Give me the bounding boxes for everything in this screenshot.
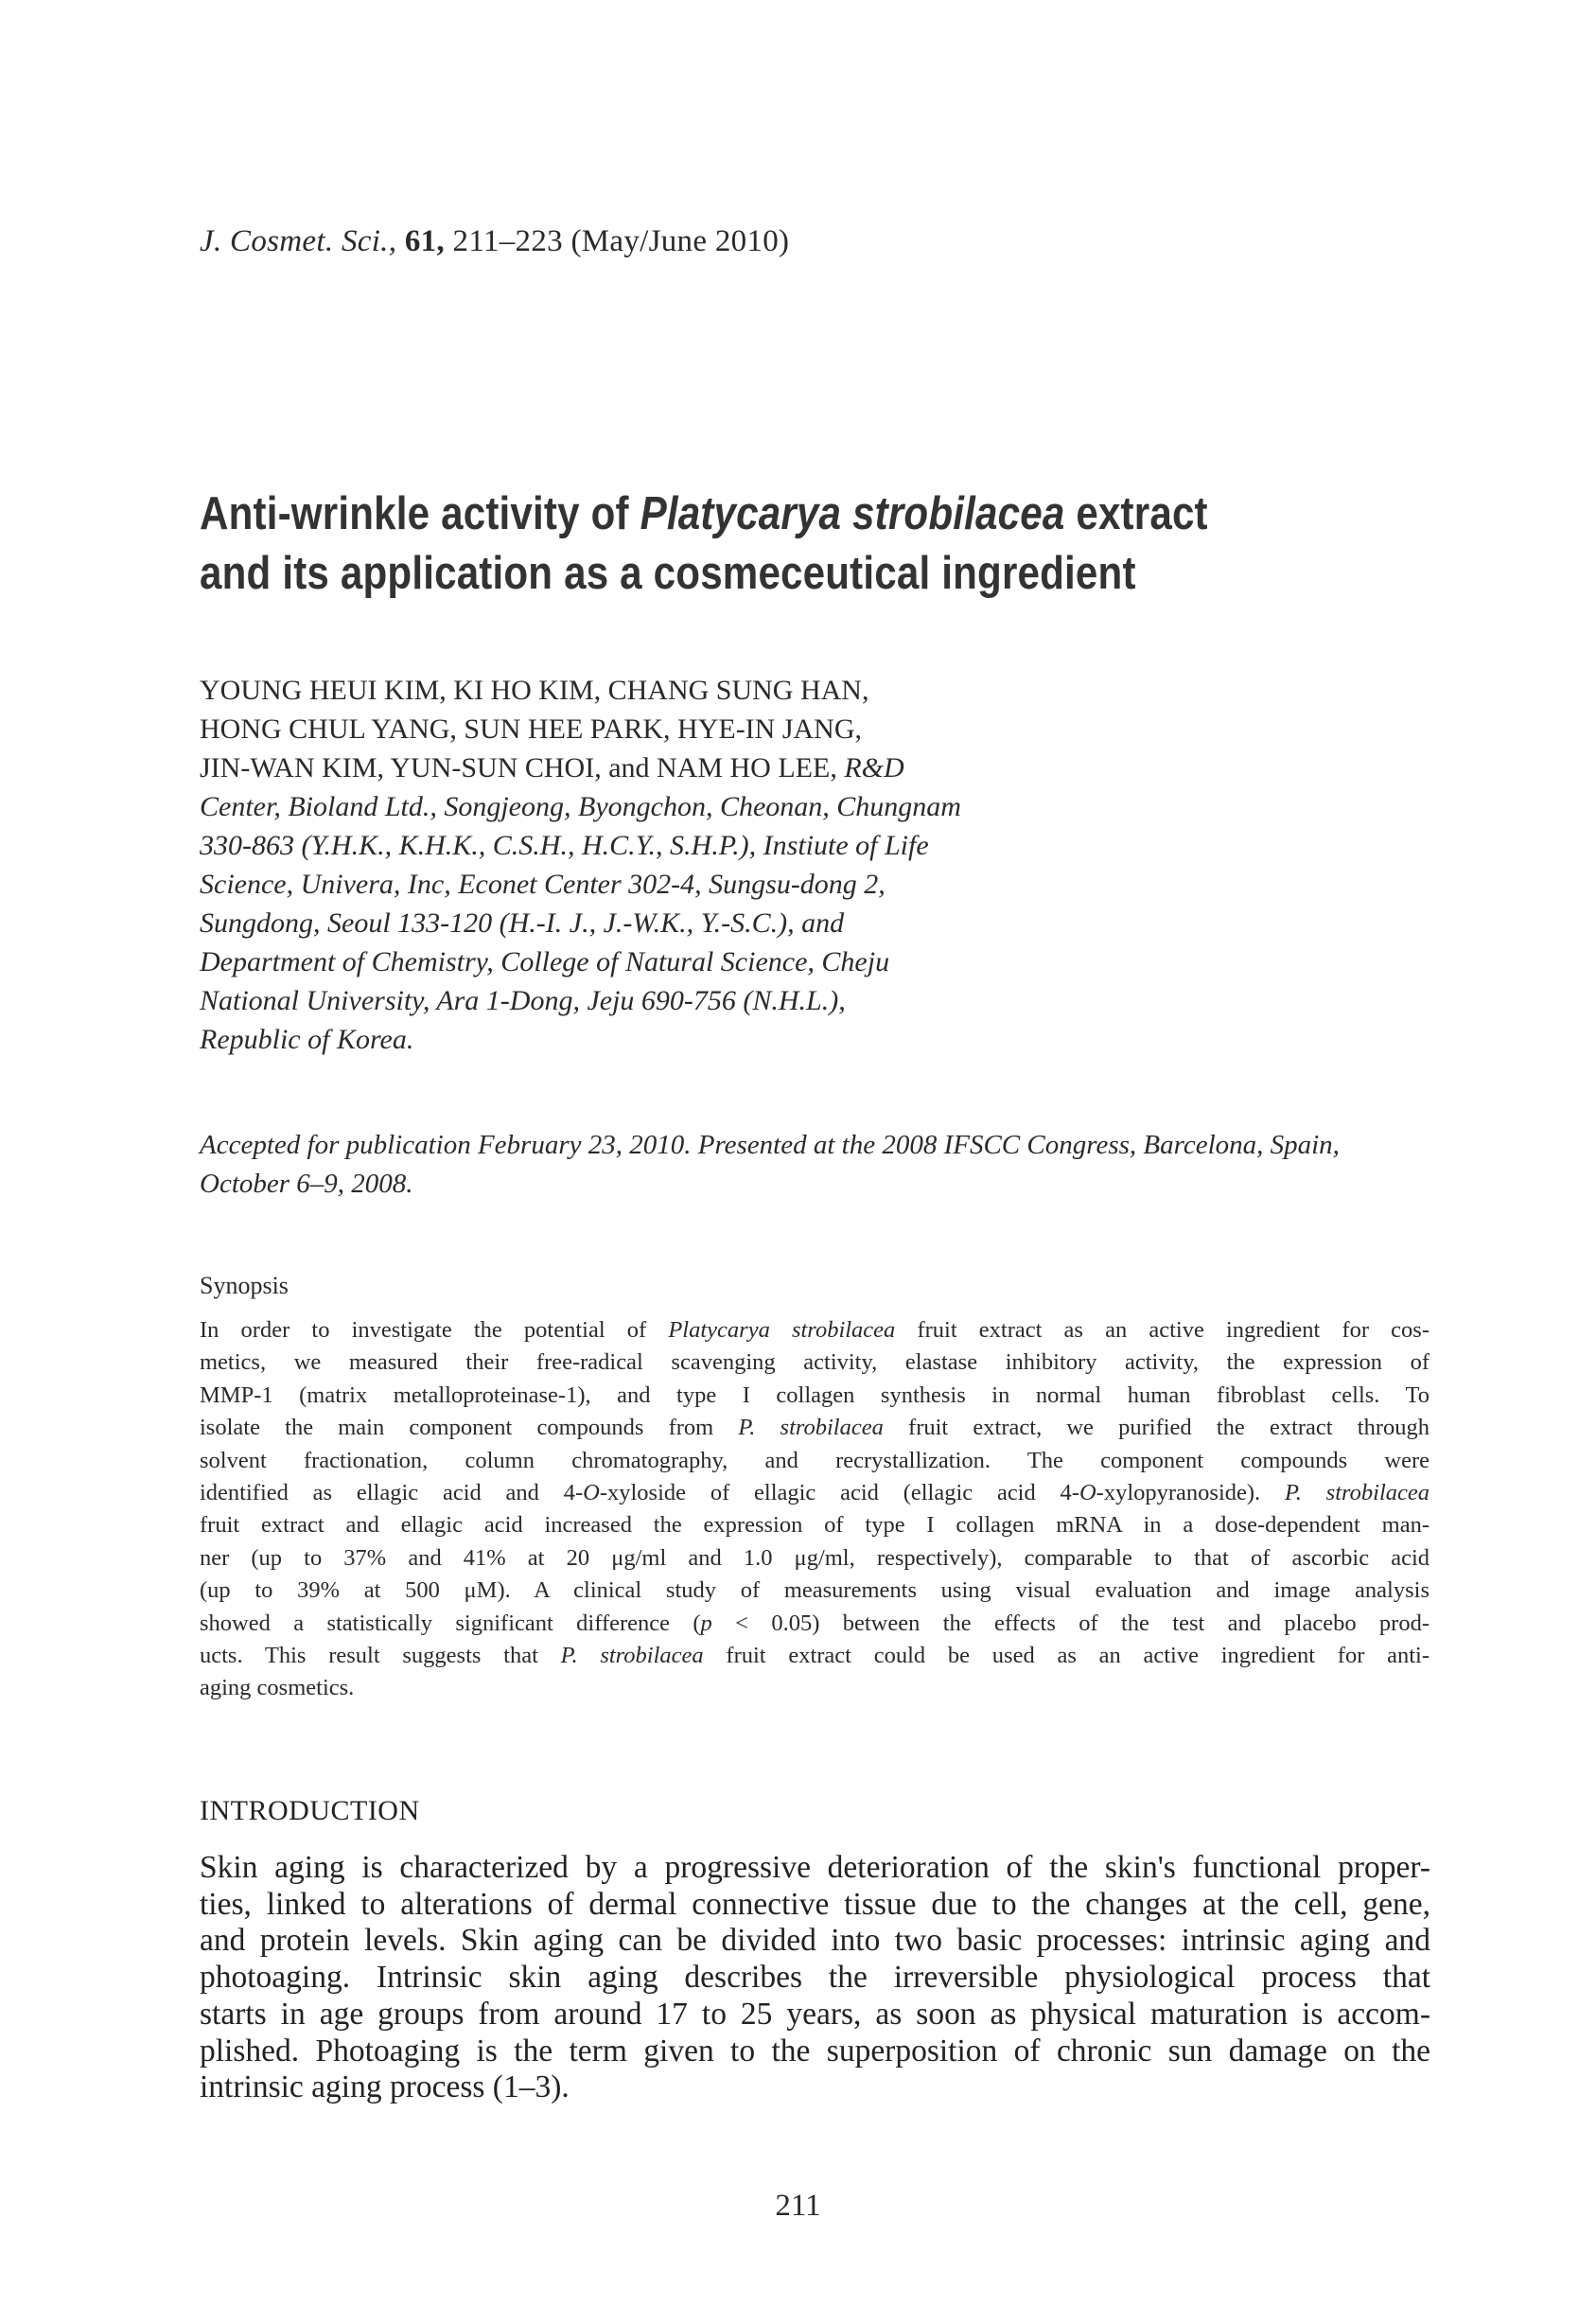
page-number: 211 xyxy=(775,2189,821,2223)
article-title xyxy=(200,484,1257,604)
synopsis-line: solvent fractionation, column chromatography, and recrystallization. The component compounds were xyxy=(200,1447,1429,1473)
authors-line-3 xyxy=(200,748,1127,787)
journal-volume: 61, xyxy=(404,224,445,258)
synopsis-line: ucts. This result suggests that P. strobilacea fruit extract could be used as an active ingredient for anti- xyxy=(200,1643,1429,1669)
affiliation-line-9: National University, Ara 1-Dong, Jeju 690-756 (N.H.L.), xyxy=(200,985,846,1016)
affiliation-start: R&D xyxy=(844,752,904,783)
intro-line: Skin aging is characterized by a progressive deterioration of the skin's functional proper- xyxy=(200,1850,1430,1885)
synopsis-line: identified as ellagic acid and 4-O-xyloside of ellagic acid (ellagic acid 4-O-xylopyranoside). P. strobilacea xyxy=(200,1480,1430,1506)
intro-line: and protein levels. Skin aging can be divided into two basic processes: intrinsic aging and xyxy=(200,1923,1430,1959)
intro-line: ties, linked to alterations of dermal connective tissue due to the changes at the cell, gene, xyxy=(200,1886,1430,1922)
author-block xyxy=(200,671,1127,1059)
acceptance-line-1: Accepted for publication February 23, 2010. Presented at the 2008 IFSCC Congress, Barcelona, Spain, xyxy=(200,1130,1340,1160)
affiliation-line-6: Science, Univera, Inc, Econet Center 302-4, Sungsu-dong 2, xyxy=(200,869,886,900)
intro-line: photoaging. Intrinsic skin aging describes the irreversible physiological process that xyxy=(200,1960,1430,1996)
title-species: Platycarya strobilacea xyxy=(640,488,1065,539)
intro-line: intrinsic aging process (1–3). xyxy=(200,2069,570,2105)
synopsis-heading: Synopsis xyxy=(200,1272,289,1299)
title-suffix: extract xyxy=(1064,488,1208,539)
intro-line: starts in age groups from around 17 to 25 years, as soon as physical maturation is accom- xyxy=(200,1996,1430,2032)
authors-line-2: HONG CHUL YANG, SUN HEE PARK, HYE-IN JANG, xyxy=(200,713,863,745)
journal-citation xyxy=(200,224,789,259)
synopsis-line: fruit extract and ellagic acid increased the expression of type I collagen mRNA in a dose-dependent man- xyxy=(200,1512,1429,1539)
affiliation-line-4: Center, Bioland Ltd., Songjeong, Byongchon, Cheonan, Chungnam xyxy=(200,791,961,822)
synopsis-body xyxy=(200,1314,1429,1705)
affiliation-line-7: Sungdong, Seoul 133-120 (H.-I. J., J.-W.K., Y.-S.C.), and xyxy=(200,907,845,939)
authors-names: JIN-WAN KIM, YUN-SUN CHOI, and NAM HO LEE, xyxy=(200,752,845,783)
introduction-body xyxy=(200,1850,1430,2106)
synopsis-line: showed a statistically significant difference (p < 0.05) between the effects of the test and placebo prod- xyxy=(200,1610,1429,1636)
synopsis-line: ner (up to 37% and 41% at 20 μg/ml and 1.0 μg/ml, respectively), comparable to that of ascorbic acid xyxy=(200,1544,1429,1571)
synopsis-line: (up to 39% at 500 μM). A clinical study of measurements using visual evaluation and image analysis xyxy=(200,1577,1429,1604)
authors-line-1: YOUNG HEUI KIM, KI HO KIM, CHANG SUNG HAN, xyxy=(200,675,869,706)
acceptance-line-2: October 6–9, 2008. xyxy=(200,1169,413,1199)
affiliation-line-8: Department of Chemistry, College of Natural Science, Cheju xyxy=(200,946,890,977)
intro-line: plished. Photoaging is the term given to the superposition of chronic sun damage on the xyxy=(200,2033,1430,2068)
synopsis-line: isolate the main component compounds from P. strobilacea fruit extract, we purified the extract through xyxy=(200,1415,1430,1441)
synopsis-line: metics, we measured their free-radical scavenging activity, elastase inhibitory activity, the expression of xyxy=(200,1349,1429,1376)
acceptance-note xyxy=(200,1126,1429,1204)
introduction-heading: INTRODUCTION xyxy=(200,1795,420,1826)
synopsis-line: In order to investigate the potential of Platycarya strobilacea fruit extract as an active ingredient for cos- xyxy=(200,1317,1429,1343)
affiliation-line-5: 330-863 (Y.H.K., K.H.K., C.S.H., H.C.Y., S.H.P.), Instiute of Life xyxy=(200,830,929,861)
synopsis-line: aging cosmetics. xyxy=(200,1675,355,1701)
affiliation-line-10: Republic of Korea. xyxy=(200,1024,414,1055)
journal-pages-date: 211–223 (May/June 2010) xyxy=(452,224,790,258)
title-line-1 xyxy=(200,484,1257,544)
journal-name: J. Cosmet. Sci., xyxy=(200,224,397,258)
title-line-2: and its application as a cosmeceutical ingredient xyxy=(200,548,1136,599)
synopsis-line: MMP-1 (matrix metalloproteinase-1), and type I collagen synthesis in normal human fibroblast cells. To xyxy=(200,1382,1429,1408)
title-prefix: Anti-wrinkle activity of xyxy=(200,488,640,539)
